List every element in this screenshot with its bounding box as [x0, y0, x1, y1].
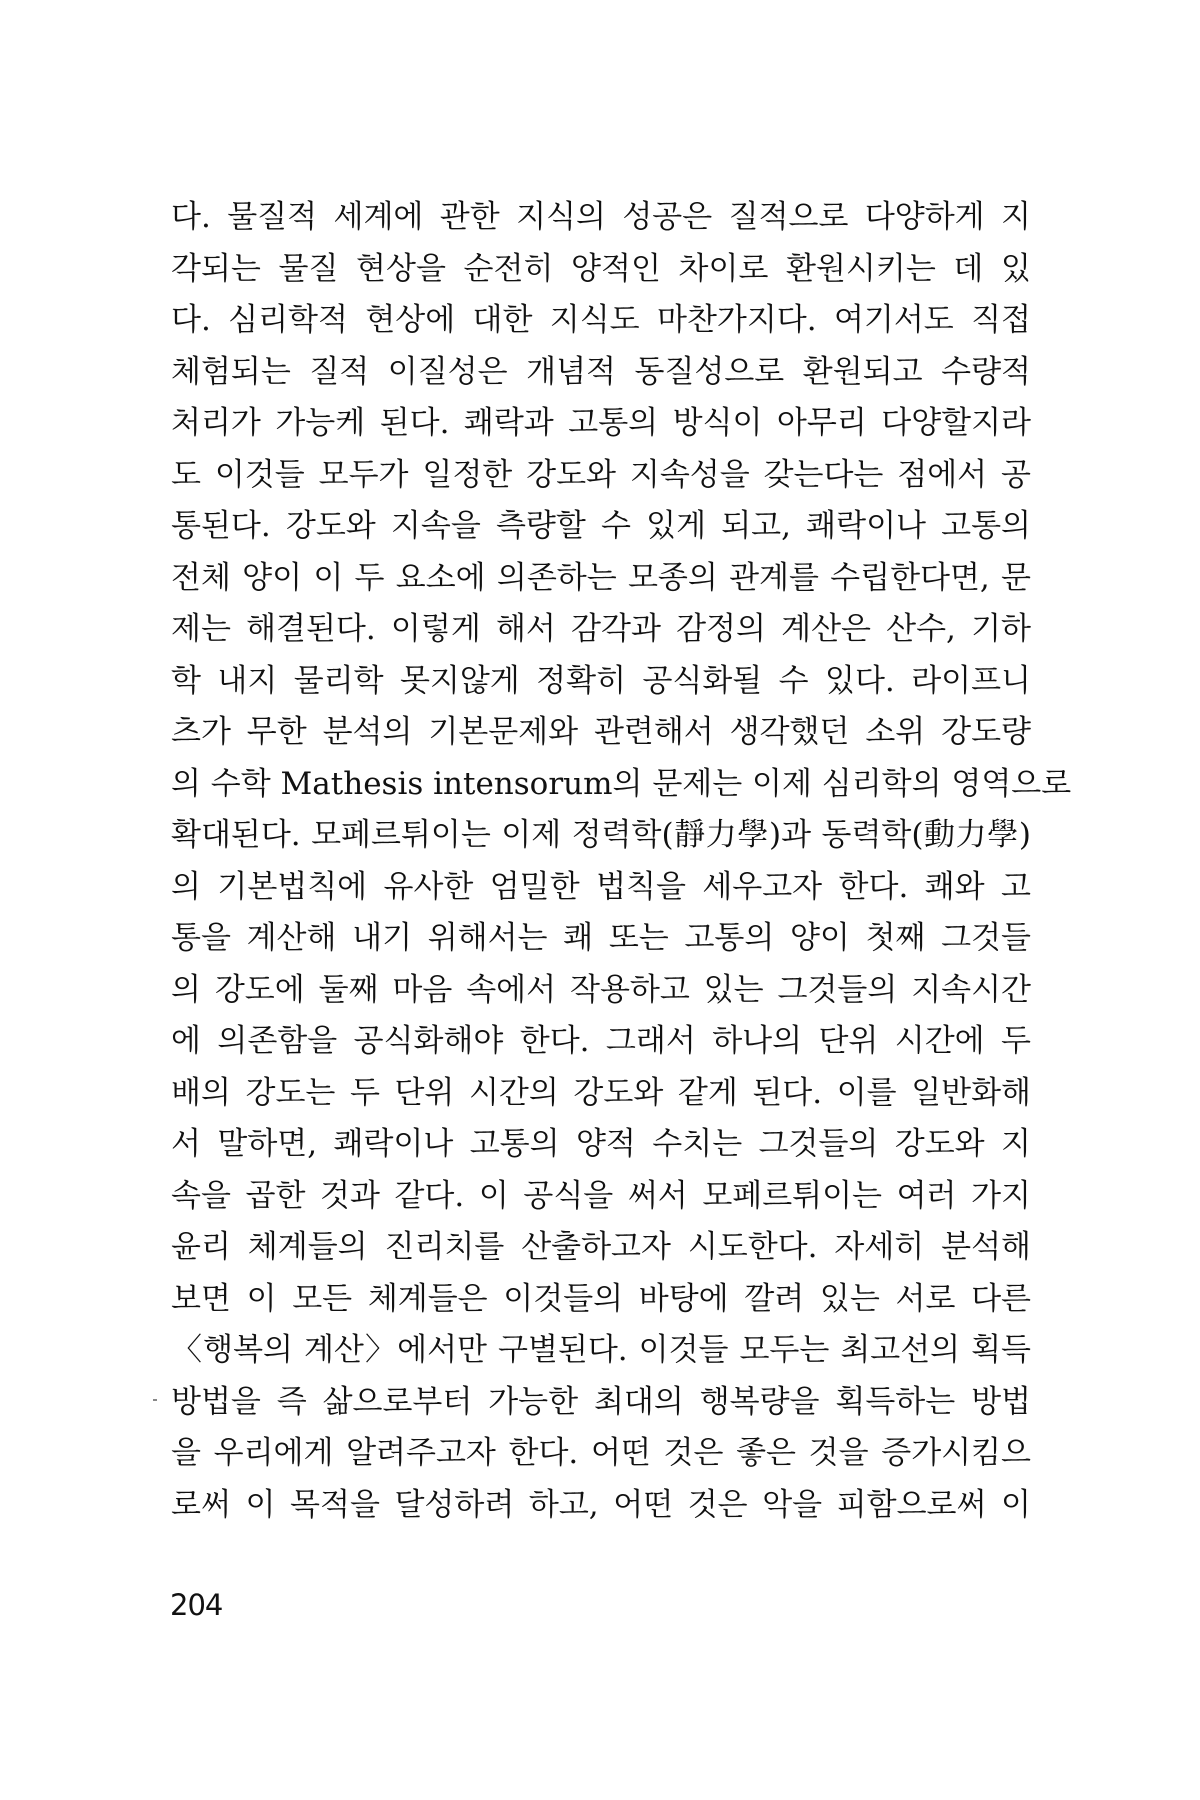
text-line: 학 내지 물리학 못지않게 정확히 공식화될 수 있다. 라이프니	[171, 662, 1031, 699]
text-line: 각되는 물질 현상을 순전히 양적인 차이로 환원시키는 데 있	[171, 250, 1031, 287]
text-line: 〈행복의 계산〉에서만 구별된다. 이것들 모두는 최고선의 획득	[171, 1332, 1031, 1368]
text-line: 처리가 가능케 된다. 쾌락과 고통의 방식이 아무리 다양할지라	[171, 405, 1031, 441]
text-line: 의 수학 Mathesis intensorum의 문제는 이제 심리학의 영역으로	[171, 765, 1072, 802]
text-line: 을 우리에게 알려주고자 한다. 어떤 것은 좋은 것을 증가시킴으	[171, 1435, 1031, 1471]
margin-mark	[153, 1399, 157, 1401]
body-text	[171, 192, 1072, 1531]
text-line: 방법을 즉 삶으로부터 가능한 최대의 행복량을 획득하는 방법	[171, 1383, 1031, 1420]
text-line: 다. 심리학적 현상에 대한 지식도 마찬가지다. 여기서도 직접	[171, 302, 1031, 338]
text-line: 츠가 무한 분석의 기본문제와 관련해서 생각했던 소위 강도량	[171, 714, 1031, 750]
text-line: 체험되는 질적 이질성은 개념적 동질성으로 환원되고 수량적	[171, 353, 1031, 390]
text-line: 도 이것들 모두가 일정한 강도와 지속성을 갖는다는 점에서 공	[171, 456, 1031, 493]
text-line: 통을 계산해 내기 위해서는 쾌 또는 고통의 양이 첫째 그것들	[171, 920, 1031, 956]
text-line: 제는 해결된다. 이렇게 해서 감각과 감정의 계산은 산수, 기하	[171, 611, 1031, 647]
text-line: 보면 이 모든 체계들은 이것들의 바탕에 깔려 있는 서로 다른	[171, 1280, 1031, 1317]
text-line: 의 기본법칙에 유사한 엄밀한 법칙을 세우고자 한다. 쾌와 고	[171, 868, 1031, 905]
text-line: 윤리 체계들의 진리치를 산출하고자 시도한다. 자세히 분석해	[171, 1229, 1031, 1265]
text-line: 확대된다. 모페르튀이는 이제 정력학(靜力學)과 동력학(動力學)	[171, 817, 1031, 853]
text-line: 의 강도에 둘째 마음 속에서 작용하고 있는 그것들의 지속시간	[171, 971, 1031, 1008]
text-line: 배의 강도는 두 단위 시간의 강도와 같게 된다. 이를 일반화해	[171, 1074, 1031, 1111]
text-line: 다. 물질적 세계에 관한 지식의 성공은 질적으로 다양하게 지	[171, 199, 1031, 235]
page-number: 204	[170, 1588, 223, 1622]
text-line: 에 의존함을 공식화해야 한다. 그래서 하나의 단위 시간에 두	[171, 1023, 1031, 1059]
text-line: 통된다. 강도와 지속을 측량할 수 있게 되고, 쾌락이나 고통의	[171, 508, 1031, 544]
text-line: 서 말하면, 쾌락이나 고통의 양적 수치는 그것들의 강도와 지	[171, 1126, 1031, 1162]
text-line: 로써 이 목적을 달성하려 하고, 어떤 것은 악을 피함으로써 이	[171, 1486, 1031, 1523]
text-line: 전체 양이 이 두 요소에 의존하는 모종의 관계를 수립한다면, 문	[171, 559, 1031, 596]
text-line: 속을 곱한 것과 같다. 이 공식을 써서 모페르튀이는 여러 가지	[171, 1177, 1031, 1214]
